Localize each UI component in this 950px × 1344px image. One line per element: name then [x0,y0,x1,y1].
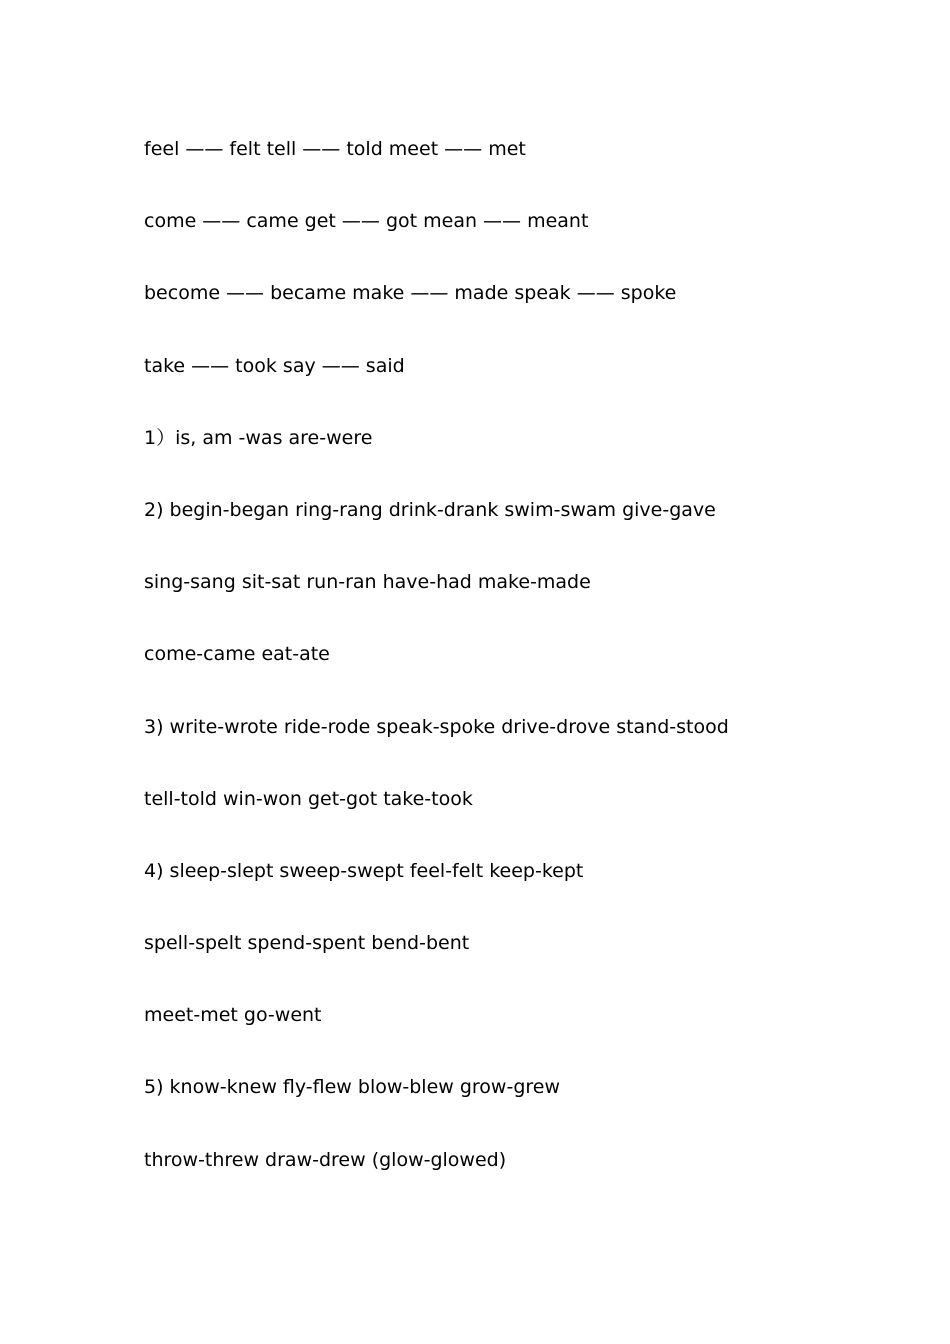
text-line: sing-sang sit-sat run-ran have-had make-made [144,571,591,594]
text-line: take —— took say —— said [144,354,405,377]
text-line: tell-told win-won get-got take-took [144,787,473,810]
text-line: 5) know-knew fly-flew blow-blew grow-grew [144,1076,561,1099]
text-line: 4) sleep-slept sweep-swept feel-felt keep-kept [144,859,584,882]
text-line: feel —— felt tell —— told meet —— met [144,138,526,160]
text-line: come-came eat-ate [144,643,330,666]
text-line: meet-met go-went [144,1004,322,1027]
text-line: come —— came get —— got mean —— meant [144,210,589,233]
text-line: throw-threw draw-drew (glow-glowed) [144,1148,507,1171]
text-line: 3) write-wrote ride-rode speak-spoke drive-drove stand-stood [144,715,729,738]
text-line: spell-spelt spend-spent bend-bent [144,932,470,955]
text-line: 1）is, am -was are-were [144,426,373,449]
text-line: 2) begin-began ring-rang drink-drank swim-swam give-gave [144,498,716,521]
document-body [144,131,904,1214]
text-line: become —— became make —— made speak —— spoke [144,282,677,305]
